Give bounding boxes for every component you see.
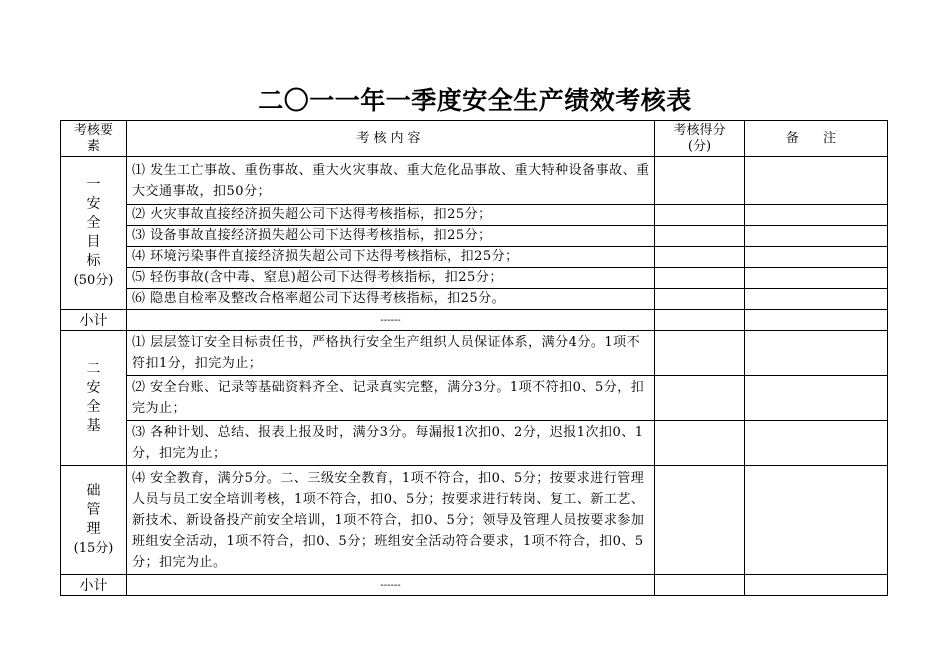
score-cell[interactable] bbox=[655, 466, 745, 575]
score-cell[interactable] bbox=[655, 247, 745, 268]
remark-cell[interactable] bbox=[745, 157, 888, 205]
section2-item-2: ⑵ 安全台账、记录等基础资料齐全、记录真实完整，满分3分。1项不符扣0、5分，扣完为止； bbox=[127, 376, 655, 421]
table-row bbox=[61, 466, 888, 575]
score-cell[interactable] bbox=[655, 331, 745, 376]
section1-category bbox=[61, 157, 127, 310]
section1-score: (50分) bbox=[73, 273, 114, 288]
score-cell[interactable] bbox=[655, 205, 745, 226]
section2-subtotal-label: 小计 bbox=[61, 575, 127, 596]
section2-item-4: ⑷ 安全教育，满分5分。二、三级安全教育，1项不符合，扣0、5分；按要求进行管理人员与员工安全培训考核，1项不符合，扣0、5分；按要求进行转岗、复工、新工艺、新技术、新设备投产前安全培训，1项不符合，扣0、5分；领导及管理人员按要求参加班组安全活动，1项不符合，扣0、5分；班组安全活动符合要求，1项不符合，扣0、5分；扣完为止。 bbox=[127, 466, 655, 575]
score-cell[interactable] bbox=[655, 226, 745, 247]
score-cell[interactable] bbox=[655, 376, 745, 421]
table-row bbox=[61, 157, 888, 205]
section1-item-1: ⑴ 发生工亡事故、重伤事故、重大火灾事故、重大危化品事故、重大特种设备事故、重大交通事故，扣50分； bbox=[127, 157, 655, 205]
table-row bbox=[61, 289, 888, 310]
table-row bbox=[61, 376, 888, 421]
section1-subtotal-value: ------ bbox=[127, 310, 655, 331]
table-row bbox=[61, 247, 888, 268]
remark-cell[interactable] bbox=[745, 226, 888, 247]
remark-cell[interactable] bbox=[745, 421, 888, 466]
document-title: 二〇一一年一季度安全生产绩效考核表 bbox=[258, 86, 692, 115]
section1-name-line: 目 bbox=[86, 234, 101, 250]
section1-name-line: 标 bbox=[86, 253, 101, 269]
header-remark: 备 注 bbox=[745, 121, 888, 157]
section2-name-line: 二 bbox=[86, 361, 101, 377]
section1-name-line: 安 bbox=[86, 196, 101, 212]
header-element bbox=[61, 121, 127, 157]
section2-item-3: ⑶ 各种计划、总结、报表上报及时，满分3分。每漏报1次扣0、2分，迟报1次扣0、1分，扣完为止； bbox=[127, 421, 655, 466]
section1-name-line: 全 bbox=[86, 215, 101, 231]
remark-cell[interactable] bbox=[745, 310, 888, 331]
remark-cell[interactable] bbox=[745, 331, 888, 376]
subtotal-row bbox=[61, 310, 888, 331]
header-score-label: 考核得分(分) bbox=[673, 122, 726, 154]
section2-category-top bbox=[61, 331, 127, 466]
score-cell[interactable] bbox=[655, 157, 745, 205]
remark-cell[interactable] bbox=[745, 205, 888, 226]
section1-subtotal-label: 小计 bbox=[61, 310, 127, 331]
table-row bbox=[61, 421, 888, 466]
remark-cell[interactable] bbox=[745, 376, 888, 421]
table-row bbox=[61, 226, 888, 247]
subtotal-row bbox=[61, 575, 888, 596]
section1-item-6: ⑹ 隐患自检率及整改合格率超公司下达得考核指标，扣25分。 bbox=[127, 289, 655, 310]
section2-name-line: 全 bbox=[86, 399, 101, 415]
section2-category-bottom bbox=[61, 466, 127, 575]
remark-cell[interactable] bbox=[745, 247, 888, 268]
header-content: 考核内容 bbox=[127, 121, 655, 157]
table-row bbox=[61, 268, 888, 289]
score-cell[interactable] bbox=[655, 289, 745, 310]
remark-cell[interactable] bbox=[745, 289, 888, 310]
section1-item-2: ⑵ 火灾事故直接经济损失超公司下达得考核指标，扣25分； bbox=[127, 205, 655, 226]
score-cell[interactable] bbox=[655, 575, 745, 596]
score-cell[interactable] bbox=[655, 310, 745, 331]
remark-cell[interactable] bbox=[745, 268, 888, 289]
section2-item-1: ⑴ 层层签订安全目标责任书，严格执行安全生产组织人员保证体系，满分4分。1项不符扣1分，扣完为止； bbox=[127, 331, 655, 376]
section2-name-line: 础 bbox=[86, 483, 101, 499]
score-cell[interactable] bbox=[655, 268, 745, 289]
section2-name-line: 理 bbox=[86, 521, 101, 537]
remark-cell[interactable] bbox=[745, 575, 888, 596]
section1-item-3: ⑶ 设备事故直接经济损失超公司下达得考核指标，扣25分； bbox=[127, 226, 655, 247]
section2-score: (15分) bbox=[73, 541, 114, 556]
section2-subtotal-value: ------ bbox=[127, 575, 655, 596]
remark-cell[interactable] bbox=[745, 466, 888, 575]
score-cell[interactable] bbox=[655, 421, 745, 466]
header-score bbox=[655, 121, 745, 157]
header-row bbox=[61, 121, 888, 157]
section1-name-line: 一 bbox=[86, 177, 101, 193]
section2-name-line: 管 bbox=[86, 502, 101, 518]
section1-item-5: ⑸ 轻伤事故(含中毒、窒息)超公司下达得考核指标，扣25分； bbox=[127, 268, 655, 289]
assessment-table bbox=[60, 120, 888, 596]
section2-name-line: 基 bbox=[86, 418, 101, 434]
header-element-label: 考核要素 bbox=[73, 122, 113, 154]
table-row bbox=[61, 205, 888, 226]
table-row bbox=[61, 331, 888, 376]
section1-item-4: ⑷ 环境污染事件直接经济损失超公司下达得考核指标，扣25分； bbox=[127, 247, 655, 268]
section2-name-line: 安 bbox=[86, 380, 101, 396]
